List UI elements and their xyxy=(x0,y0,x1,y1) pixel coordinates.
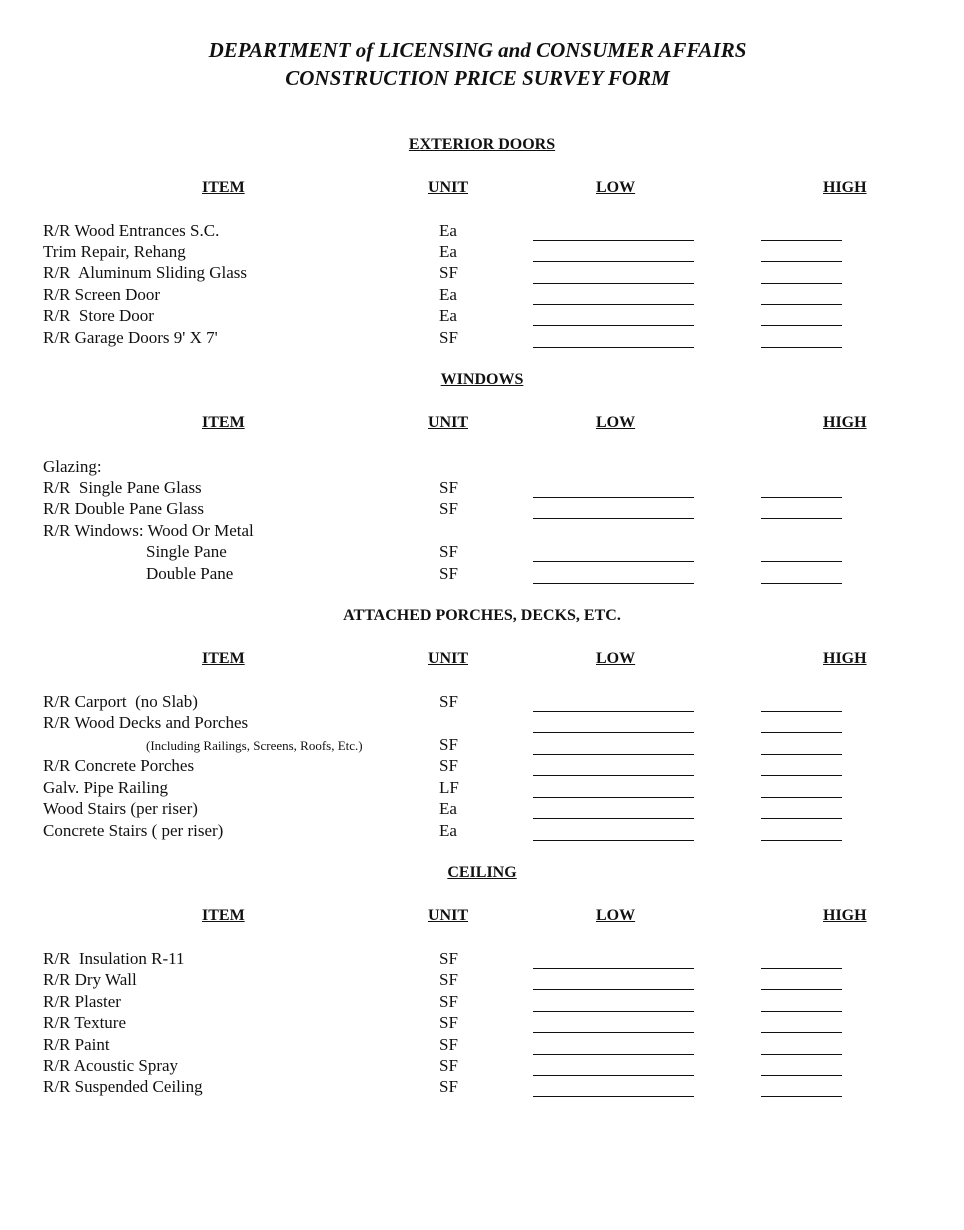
item-unit: Ea xyxy=(439,306,457,325)
item-label: R/R Garage Doors 9' X 7' xyxy=(43,328,218,347)
column-header-high: HIGH xyxy=(823,179,867,196)
column-header-low: LOW xyxy=(596,907,636,924)
item-label: R/R Wood Entrances S.C. xyxy=(43,221,220,240)
item-unit: SF xyxy=(439,263,458,282)
column-header-high: HIGH xyxy=(823,650,867,667)
low-price-field[interactable] xyxy=(533,561,694,562)
high-price-field[interactable] xyxy=(761,240,842,241)
high-price-field[interactable] xyxy=(761,968,842,969)
low-price-field[interactable] xyxy=(533,1075,694,1076)
column-header-item: ITEM xyxy=(202,179,245,196)
column-header-low: LOW xyxy=(596,650,636,667)
item-unit: SF xyxy=(439,499,458,518)
low-price-field[interactable] xyxy=(533,261,694,262)
item-label: R/R Suspended Ceiling xyxy=(43,1077,203,1096)
high-price-field[interactable] xyxy=(761,1054,842,1055)
column-header-item: ITEM xyxy=(202,650,245,667)
item-unit: SF xyxy=(439,1077,458,1096)
low-price-field[interactable] xyxy=(533,1096,694,1097)
high-price-field[interactable] xyxy=(761,754,842,755)
item-label: R/R Carport (no Slab) xyxy=(43,692,198,711)
item-unit: Ea xyxy=(439,821,457,840)
item-label: R/R Single Pane Glass xyxy=(43,478,202,497)
item-unit: SF xyxy=(439,949,458,968)
item-unit: SF xyxy=(439,542,458,561)
high-price-field[interactable] xyxy=(761,261,842,262)
item-label: R/R Double Pane Glass xyxy=(43,499,205,518)
low-price-field[interactable] xyxy=(533,1054,694,1055)
low-price-field[interactable] xyxy=(533,754,694,755)
item-unit: SF xyxy=(439,1056,458,1075)
section-title-porches: ATTACHED PORCHES, DECKS, ETC. xyxy=(343,607,621,624)
low-price-field[interactable] xyxy=(533,497,694,498)
column-header-unit: UNIT xyxy=(428,414,469,431)
item-label: R/R Screen Door xyxy=(43,285,161,304)
item-unit: SF xyxy=(439,478,458,497)
item-label: Wood Stairs (per riser) xyxy=(43,799,198,818)
low-price-field[interactable] xyxy=(533,711,694,712)
item-unit: SF xyxy=(439,756,458,775)
form-title-line1: DEPARTMENT of LICENSING and CONSUMER AFFAIRS xyxy=(208,38,747,62)
item-label: Trim Repair, Rehang xyxy=(43,242,186,261)
high-price-field[interactable] xyxy=(761,325,842,326)
low-price-field[interactable] xyxy=(533,240,694,241)
high-price-field[interactable] xyxy=(761,583,842,584)
low-price-field[interactable] xyxy=(533,583,694,584)
column-header-low: LOW xyxy=(596,179,636,196)
low-price-field[interactable] xyxy=(533,989,694,990)
item-label: R/R Paint xyxy=(43,1035,110,1054)
low-price-field[interactable] xyxy=(533,732,694,733)
item-unit: SF xyxy=(439,1013,458,1032)
high-price-field[interactable] xyxy=(761,818,842,819)
item-label: R/R Dry Wall xyxy=(43,970,137,989)
column-header-unit: UNIT xyxy=(428,650,469,667)
low-price-field[interactable] xyxy=(533,347,694,348)
column-header-item: ITEM xyxy=(202,907,245,924)
low-price-field[interactable] xyxy=(533,304,694,305)
low-price-field[interactable] xyxy=(533,797,694,798)
item-label: R/R Insulation R-11 xyxy=(43,949,185,968)
item-label: R/R Acoustic Spray xyxy=(43,1056,179,1075)
column-header-high: HIGH xyxy=(823,907,867,924)
low-price-field[interactable] xyxy=(533,1032,694,1033)
high-price-field[interactable] xyxy=(761,304,842,305)
high-price-field[interactable] xyxy=(761,1032,842,1033)
high-price-field[interactable] xyxy=(761,283,842,284)
item-unit: SF xyxy=(439,735,458,754)
column-header-item: ITEM xyxy=(202,414,245,431)
item-label: Double Pane xyxy=(146,564,234,583)
item-label: R/R Concrete Porches xyxy=(43,756,195,775)
high-price-field[interactable] xyxy=(761,797,842,798)
item-label: R/R Wood Decks and Porches xyxy=(43,713,249,732)
item-unit: Ea xyxy=(439,242,457,261)
column-header-unit: UNIT xyxy=(428,179,469,196)
high-price-field[interactable] xyxy=(761,711,842,712)
high-price-field[interactable] xyxy=(761,1075,842,1076)
item-label: R/R Texture xyxy=(43,1013,127,1032)
item-label-note: (Including Railings, Screens, Roofs, Etc.) xyxy=(146,738,363,753)
item-label: Single Pane xyxy=(146,542,227,561)
item-unit: Ea xyxy=(439,221,457,240)
low-price-field[interactable] xyxy=(533,840,694,841)
item-unit: LF xyxy=(439,778,459,797)
high-price-field[interactable] xyxy=(761,561,842,562)
item-label: R/R Store Door xyxy=(43,306,154,325)
high-price-field[interactable] xyxy=(761,1011,842,1012)
item-unit: SF xyxy=(439,992,458,1011)
item-unit: SF xyxy=(439,692,458,711)
high-price-field[interactable] xyxy=(761,840,842,841)
item-label: Galv. Pipe Railing xyxy=(43,778,168,797)
column-header-unit: UNIT xyxy=(428,907,469,924)
low-price-field[interactable] xyxy=(533,1011,694,1012)
high-price-field[interactable] xyxy=(761,497,842,498)
low-price-field[interactable] xyxy=(533,325,694,326)
item-unit: Ea xyxy=(439,285,457,304)
high-price-field[interactable] xyxy=(761,1096,842,1097)
glazing-label: Glazing: xyxy=(43,457,102,476)
section-title-ceiling: CEILING xyxy=(447,864,517,881)
group-label: R/R Windows: Wood Or Metal xyxy=(43,521,254,540)
item-unit: Ea xyxy=(439,799,457,818)
high-price-field[interactable] xyxy=(761,518,842,519)
section-title-exterior-doors: EXTERIOR DOORS xyxy=(408,136,556,153)
low-price-field[interactable] xyxy=(533,775,694,776)
column-header-low: LOW xyxy=(596,414,636,431)
low-price-field[interactable] xyxy=(533,968,694,969)
item-label: R/R Aluminum Sliding Glass xyxy=(43,263,248,282)
form-title-line2: CONSTRUCTION PRICE SURVEY FORM xyxy=(285,66,670,90)
item-unit: SF xyxy=(439,328,458,347)
low-price-field[interactable] xyxy=(533,283,694,284)
high-price-field[interactable] xyxy=(761,732,842,733)
column-header-high: HIGH xyxy=(823,414,867,431)
item-unit: SF xyxy=(439,564,458,583)
high-price-field[interactable] xyxy=(761,989,842,990)
item-unit: SF xyxy=(439,970,458,989)
high-price-field[interactable] xyxy=(761,347,842,348)
section-title-windows: WINDOWS xyxy=(440,371,524,388)
item-unit: SF xyxy=(439,1035,458,1054)
high-price-field[interactable] xyxy=(761,775,842,776)
item-label: R/R Plaster xyxy=(43,992,121,1011)
low-price-field[interactable] xyxy=(533,518,694,519)
low-price-field[interactable] xyxy=(533,818,694,819)
item-label: Concrete Stairs ( per riser) xyxy=(43,821,224,840)
